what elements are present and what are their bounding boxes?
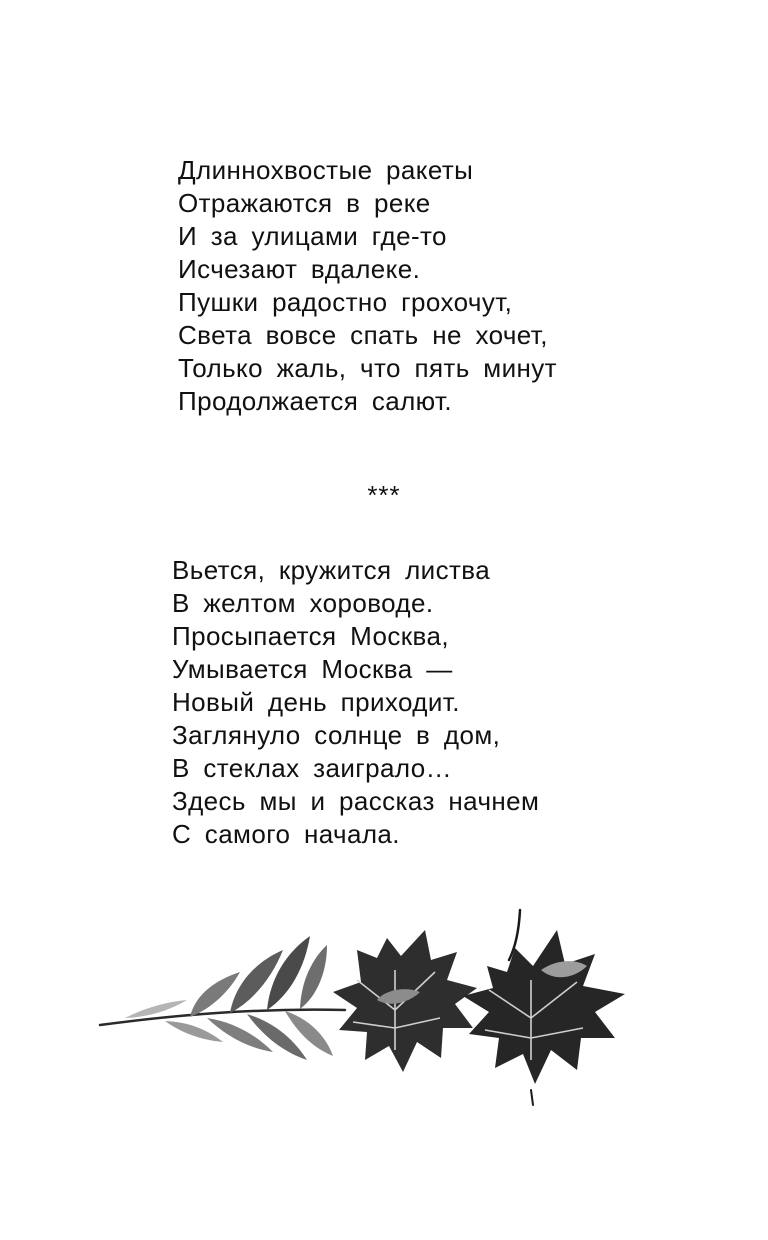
poem-line: Просыпается Москва, bbox=[172, 621, 449, 651]
section-separator: *** bbox=[367, 480, 401, 510]
autumn-leaves-illustration bbox=[95, 900, 655, 1115]
poem-line: Исчезают вдалеке. bbox=[178, 254, 421, 284]
poem-line: Вьется, кружится листва bbox=[172, 555, 491, 585]
poem-line: Здесь мы и рассказ начнем bbox=[172, 786, 540, 816]
poem-line: Только жаль, что пять минут bbox=[178, 353, 557, 383]
poem-stanza-2 bbox=[172, 554, 539, 851]
poem-line: Отражаются в реке bbox=[178, 188, 431, 218]
poem-line: В желтом хороводе. bbox=[172, 588, 434, 618]
poem-line: Пушки радостно грохочут, bbox=[178, 287, 513, 317]
poem-line: В стеклах заиграло… bbox=[172, 753, 452, 783]
poem-stanza-1 bbox=[178, 154, 557, 418]
maple-leaf-right-icon bbox=[463, 910, 625, 1105]
poem-line: Длиннохвостые ракеты bbox=[178, 155, 474, 185]
poem-line: Заглянуло солнце в дом, bbox=[172, 720, 501, 750]
maple-leaf-left-icon bbox=[333, 930, 477, 1072]
poem-line: Продолжается салют. bbox=[178, 386, 453, 416]
fern-branch-icon bbox=[100, 936, 345, 1060]
poem-line: Новый день приходит. bbox=[172, 687, 460, 717]
poem-line: Умывается Москва — bbox=[172, 654, 453, 684]
poem-line: Света вовсе спать не хочет, bbox=[178, 320, 548, 350]
poem-line: И за улицами где-то bbox=[178, 221, 447, 251]
poem-line: С самого начала. bbox=[172, 819, 400, 849]
